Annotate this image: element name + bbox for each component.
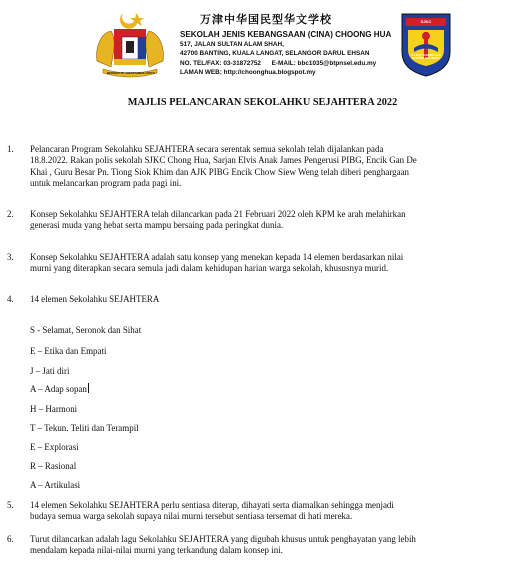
- paragraph-line: Konsep Sekolahku SEJAHTERA telah dilancarkan pada 21 Februari 2022 oleh KPM ke arah melahirkan: [30, 209, 406, 219]
- element-item: J – Jati diri: [30, 366, 70, 376]
- document-title: MAJLIS PELANCARAN SEKOLAHKU SEJAHTERA 2022: [127, 97, 398, 108]
- paragraph-6: [30, 534, 518, 557]
- paragraph-line: Khai , Guru Besar Pn. Tiong Siok Khim dan AJK PIBG Encik Chow Siew Weng telah diberi penghargaan: [30, 166, 410, 177]
- website-line: LAMAN WEB: http://choonghua.blogspot.my: [180, 68, 316, 76]
- paragraph-line: generasi muda yang hebat serta mampu bersaing pada peringkat dunia.: [30, 220, 284, 231]
- paragraph-line: mendalam kepada nilai-nilai murni yang terkandung dalam konsep ini.: [30, 545, 283, 556]
- right-crest-top: SJKC: [420, 19, 432, 24]
- paragraph-line: 18.8.2022. Rakan polis sekolah SJKC Chong Hua, Sarjan Elvis Anak James Pengerusi PIBG, Encik Gan De: [30, 155, 417, 166]
- letterhead: [0, 0, 525, 90]
- school-info: [180, 14, 400, 77]
- paragraph-number: 4.: [7, 294, 14, 304]
- paragraph-number: 5.: [7, 500, 14, 510]
- paragraph-number: 2.: [7, 209, 14, 219]
- element-item: E – Etika dan Empati: [30, 346, 107, 356]
- paragraph-1: [30, 144, 518, 190]
- school-chinese-name: 万津中华国民型华文学校: [200, 14, 332, 26]
- paragraph-line: budaya semua warga sekolah supaya nilai murni tersebut sentiasa tersemat di hati mereka.: [30, 511, 353, 522]
- element-item: H – Harmoni: [30, 404, 78, 414]
- paragraph-line: Pelancaran Program Sekolahku SEJAHTERA secara serentak semua sekolah telah dijalankan pada: [30, 144, 384, 154]
- paragraph-number: 3.: [7, 252, 14, 262]
- right-crest-caption: S.J.K.(C) CHOONG HUA BANTING SELANGOR: [411, 54, 441, 60]
- element-item-text: A – Adap sopan: [30, 384, 87, 394]
- paragraph-line: Konsep Sekolahku SEJAHTERA adalah satu konsep yang menekan kepada 14 elemen berdasarkan nilai: [30, 252, 404, 262]
- element-item: A – Artikulasi: [30, 480, 81, 490]
- element-item: T – Tekun. Teliti dan Terampil: [30, 423, 139, 433]
- paragraph-line: murni yang diterapkan secara semula jadi dalam kehidupan harian warga sekolah, khususnya murid.: [30, 263, 389, 274]
- element-item: R – Rasional: [30, 461, 77, 471]
- school-name: SEKOLAH JENIS KEBANGSAAN (CINA) CHOONG HUA: [180, 30, 392, 39]
- coat-of-arms-icon: [93, 11, 167, 79]
- paragraph-number: 1.: [7, 144, 14, 154]
- element-item[interactable]: [30, 383, 89, 395]
- paragraph-4: [30, 294, 518, 305]
- paragraph-3: [30, 252, 518, 275]
- paragraph-5: [30, 500, 518, 523]
- element-item: E – Explorasi: [30, 442, 79, 452]
- address-line-1: 517, JALAN SULTAN ALAM SHAH,: [180, 41, 284, 48]
- paragraph-line: untuk melancarkan program pada pagi ini.: [30, 178, 182, 189]
- left-crest-caption: BERSEKUTU BERTAMBAH MUTU: [106, 71, 156, 75]
- paragraph-2: [30, 209, 518, 232]
- address-line-2: 42700 BANTING, KUALA LANGAT, SELANGOR DARUL EHSAN: [180, 50, 370, 58]
- text-cursor: [88, 383, 89, 393]
- paragraph-line: 14 elemen Sekolahku SEJAHTERA: [30, 294, 160, 304]
- element-item: S - Selamat, Seronok dan Sihat: [30, 325, 142, 335]
- paragraph-number: 6.: [7, 534, 14, 544]
- contact-line: NO. TEL/FAX: 03-31872752 E-MAIL: bbc1035@btpnsel.edu.my: [180, 59, 377, 67]
- paragraph-line: Turut dilancarkan adalah lagu Sekolahku SEJAHTERA yang digubah khusus untuk penghayatan yang lebih: [30, 534, 416, 544]
- paragraph-line: 14 elemen Sekolahku SEJAHTERA perlu sentiasa diterap, dihayati serta diamalkan sehingga menjadi: [30, 500, 394, 510]
